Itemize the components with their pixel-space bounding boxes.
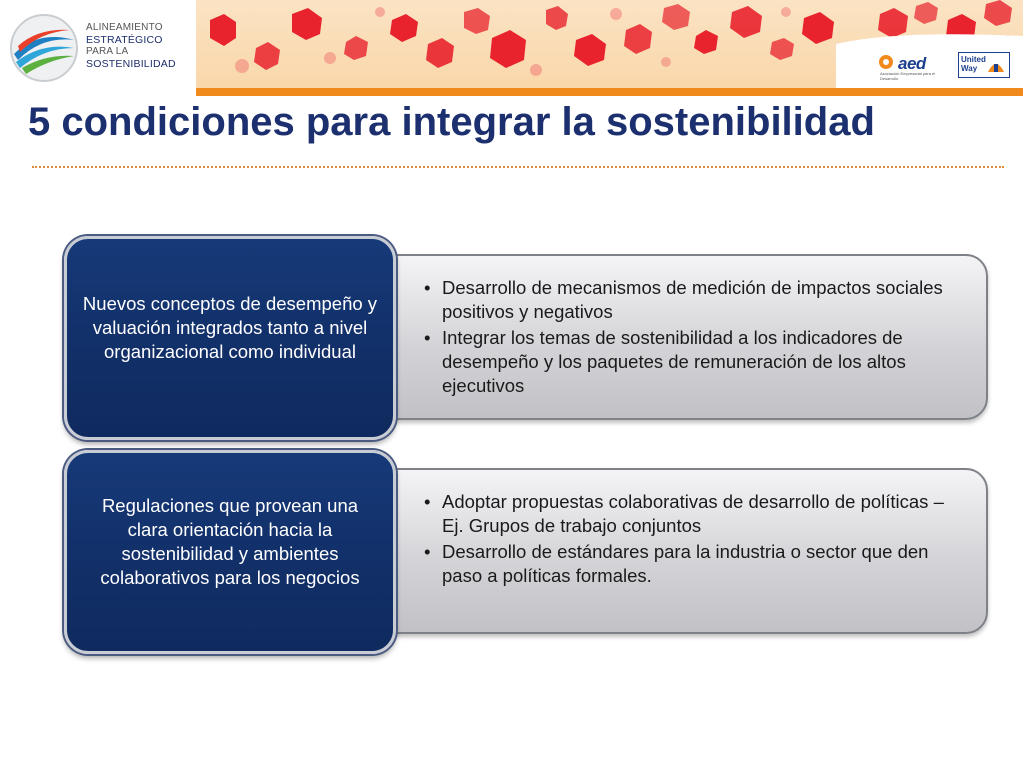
point-text: Desarrollo de mecanismos de medición de impactos sociales positivos y negativos <box>442 277 943 322</box>
logo-line-4: SOSTENIBILIDAD <box>86 58 176 70</box>
header-accent-line <box>196 88 1023 96</box>
condition-1-box <box>64 236 396 440</box>
condition-1-detail-panel <box>364 254 988 420</box>
condition-2-detail-panel <box>364 468 988 634</box>
header-decorative-band <box>196 0 1023 96</box>
aed-logo-subtitle: Asociación Empresarial para el Desarrollo <box>880 71 936 81</box>
point-text: Adoptar propuestas colaborativas de desarrollo de políticas – Ej. Grupos de trabajo conjuntos <box>442 491 944 536</box>
logo-wordmark <box>86 22 196 70</box>
logo-line-3: PARA LA <box>86 46 129 57</box>
point-text: Integrar los temas de sostenibilidad a los indicadores de desempeño y los paquetes de remuneración de los altos ejecutivos <box>442 327 906 396</box>
bullet-icon: • <box>424 541 431 562</box>
aed-logo-name: aed <box>898 54 926 73</box>
united-way-hand-icon <box>986 56 1006 74</box>
united-way-wordmark <box>961 55 986 73</box>
bullet-icon: • <box>424 327 431 348</box>
condition-1-point-1 <box>420 276 960 324</box>
condition-1-label: Nuevos conceptos de desempeño y valuación integrados tanto a nivel organizacional como individual <box>82 293 378 362</box>
united-way-line-1: United <box>961 55 986 64</box>
condition-1-point-2 <box>420 326 960 398</box>
bullet-icon: • <box>424 277 431 298</box>
bullet-icon: • <box>424 491 431 512</box>
united-way-line-2: Way <box>961 64 978 73</box>
condition-2-point-2 <box>420 540 960 588</box>
united-way-logo <box>958 52 1010 78</box>
condition-2-label: Regulaciones que provean una clara orientación hacia la sostenibilidad y ambientes colaborativos para los negocios <box>100 495 360 588</box>
logo-line-2: ESTRATÉGICO <box>86 34 163 46</box>
condition-2-points <box>420 490 960 590</box>
condition-2-point-1 <box>420 490 960 538</box>
slide-title: 5 condiciones para integrar la sostenibilidad <box>28 100 875 144</box>
condition-row-1 <box>64 236 990 440</box>
condition-row-2 <box>64 450 990 654</box>
logo-line-1: ALINEAMIENTO <box>86 22 163 33</box>
point-text: Desarrollo de estándares para la industria o sector que den paso a políticas formales. <box>442 541 929 586</box>
globe-logo-icon <box>8 12 80 84</box>
title-divider <box>32 166 1004 168</box>
condition-2-box <box>64 450 396 654</box>
condition-1-points <box>420 276 960 400</box>
decorative-dots <box>196 0 1023 96</box>
